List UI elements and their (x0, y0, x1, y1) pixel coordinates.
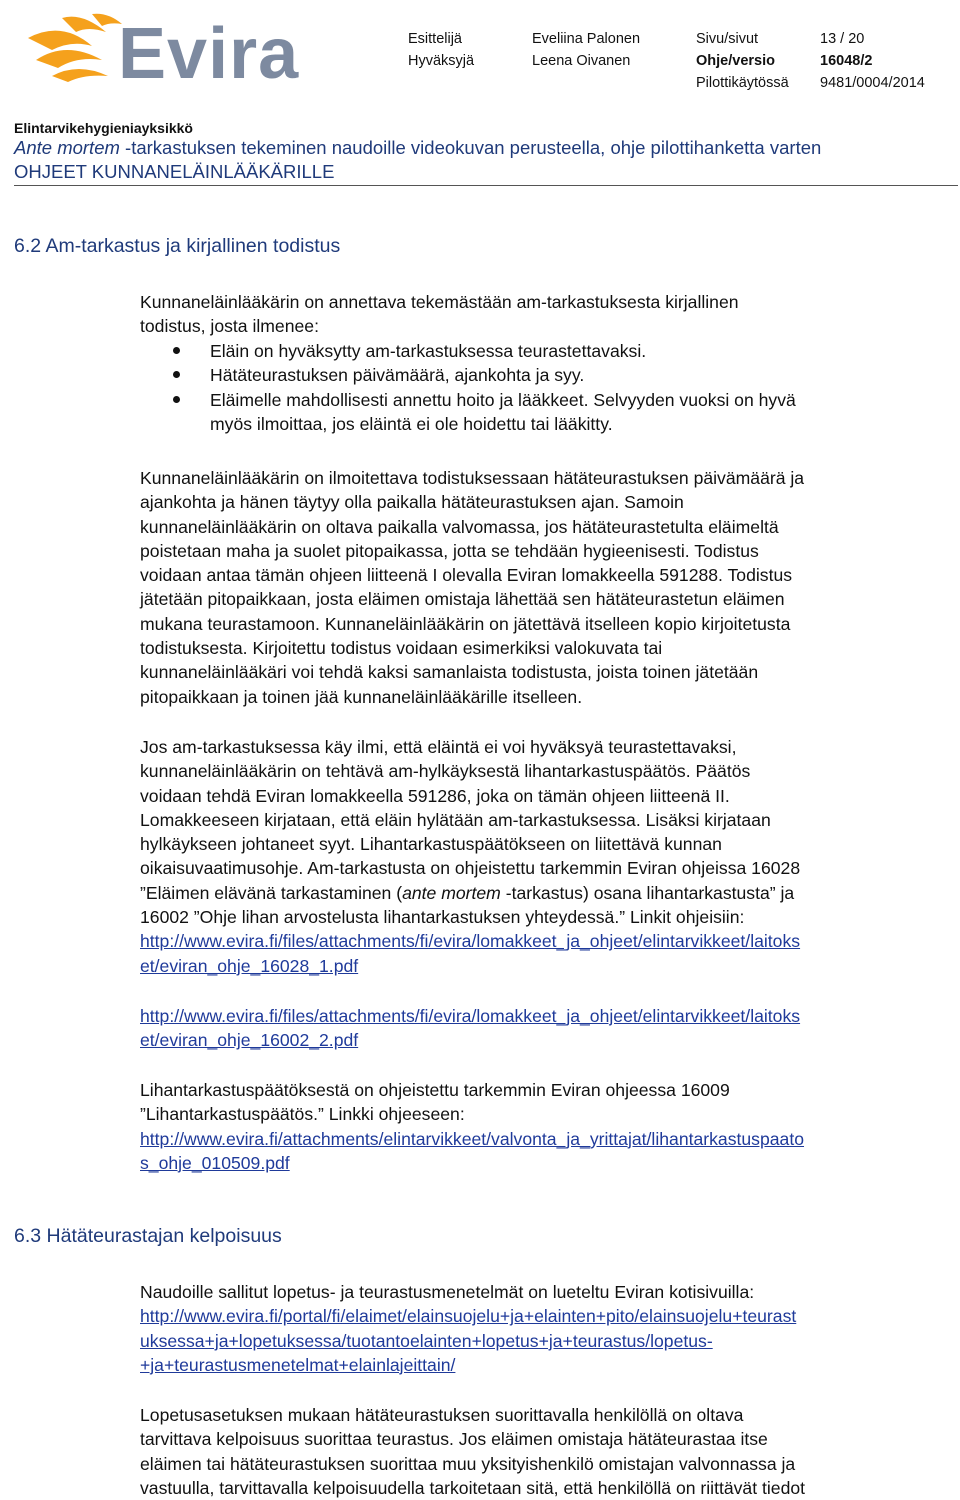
bullet-icon (173, 371, 180, 378)
logo-wordmark: Evira (118, 14, 300, 94)
text-line: ajankohta ja hänen täytyy olla paikalla hätäteurastuksen ajan. Samoin (140, 492, 684, 513)
document-subtitle: OHJEET KUNNANELÄINLÄÄKÄRILLE (14, 161, 335, 182)
link-lopetusmenetelmat-cont-2[interactable]: +ja+teurastusmenetelmat+elainlajeittain/ (140, 1354, 456, 1375)
esittelija-name: Eveliina Palonen (532, 31, 641, 47)
text-line: voidaan antaa tämän ohjeen liitteenä I olevalla Eviran lomakkeella 591288. Todistus (140, 565, 793, 586)
italic-ante-mortem: ante mortem (402, 882, 501, 903)
ohje-value: 16048/2 (820, 53, 873, 69)
section-6-2-intro (140, 290, 948, 339)
link-ohje-16002-cont[interactable]: et/eviran_ohje_16002_2.pdf (140, 1030, 359, 1051)
text-line: Lomakkeeseen kirjataan, että eläin hylätään am-tarkastuksessa. Lisäksi kirjataan (140, 809, 771, 830)
bullet-icon (173, 396, 180, 403)
link-ohje-16002[interactable]: http://www.evira.fi/files/attachments/fi/evira/lomakkeet_ja_ohjeet/elintarvikkeet/laitoks (140, 1006, 801, 1026)
text-line: kunnaneläinlääkärin on tehtävä am-hylkäyksestä lihantarkastuspäätös. Päätös (140, 761, 751, 782)
section-6-2-bullet-list (140, 339, 948, 436)
ohje-label: Ohje/versio (696, 53, 775, 69)
list-item-continuation: myös ilmoittaa, jos eläintä ei ole hoidettu tai lääkitty. (210, 413, 613, 434)
text-line: hylkäykseen johtaneet syyt. Lihantarkastuspäätökseen on liitettävä kunnan (140, 834, 722, 855)
text-line: eläimen tai hätäteurastuksen suorittaa muu yksityishenkilö omistajan valvonnassa ja (140, 1453, 796, 1474)
section-6-2-paragraph-2 (140, 466, 948, 709)
text-line: poistetaan maha ja suolet pitopaikassa, jotta se tehdään hygieenisesti. Todistus (140, 540, 759, 561)
text-line: ”Lihantarkastuspäätös.” Linkki ohjeeseen: (140, 1104, 465, 1125)
text-line: tarvittava kelpoisuus suorittaa teurastus. Jos eläimen omistaja hätäteurastaa itse (140, 1429, 768, 1450)
hyvaksyja-name: Leena Oivanen (532, 53, 631, 69)
section-6-3-paragraph-1 (140, 1280, 948, 1377)
document-title (14, 137, 821, 159)
section-6-2-link-block (140, 1004, 948, 1053)
text-line: Kunnaneläinlääkärin on annettava tekemästään am-tarkastuksesta kirjallinen (140, 292, 739, 312)
link-lihantarkastuspaatos-cont[interactable]: s_ohje_010509.pdf (140, 1152, 290, 1173)
section-heading-6-2: 6.2 Am-tarkastus ja kirjallinen todistus (14, 235, 341, 257)
text-line: Naudoille sallitut lopetus- ja teurastusmenetelmät on lueteltu Eviran kotisivuilla: (140, 1282, 755, 1302)
department: Elintarvikehygieniayksikkö (14, 120, 193, 136)
text-line: todistus, josta ilmenee: (140, 316, 319, 337)
text-line: kunnaneläinlääkäri voi tehdä kaksi samanlaista todistusta, joista toinen jätetään (140, 662, 759, 683)
esittelija-label: Esittelijä (408, 31, 462, 47)
list-item: Hätäteurastuksen päivämäärä, ajankohta ja syy. (140, 363, 948, 387)
sivu-label: Sivu/sivut (696, 31, 759, 47)
list-item: Eläimelle mahdollisesti annettu hoito ja lääkkeet. Selvyyden vuoksi on hyvä (140, 388, 948, 412)
status-label: Pilottikäytössä (696, 75, 789, 91)
text-line: Kunnaneläinlääkärin on ilmoitettava todistuksessaan hätäteurastuksen päivämäärä ja (140, 468, 805, 488)
section-6-2-paragraph-4 (140, 1078, 948, 1175)
text-line: oikaisuvaatimusohje. Am-tarkastusta on ohjeistettu tarkemmin Eviran ohjeissa 16028 (140, 858, 801, 879)
link-ohje-16028[interactable]: http://www.evira.fi/files/attachments/fi/evira/lomakkeet_ja_ohjeet/elintarvikkeet/laitoks (140, 931, 801, 952)
text-line: todistuksesta. Kirjoitettu todistus voidaan esimerkiksi valokuvata tai (140, 638, 663, 659)
status-value: 9481/0004/2014 (820, 75, 925, 91)
text-line: Lopetusasetuksen mukaan hätäteurastuksen suorittavalla henkilöllä on oltava (140, 1405, 744, 1425)
list-item: Eläin on hyväksytty am-tarkastuksessa teurastettavaksi. (140, 339, 948, 363)
text-line: Jos am-tarkastuksessa käy ilmi, että eläintä ei voi hyväksyä teurastettavaksi, (140, 737, 737, 757)
link-ohje-16028-cont[interactable]: et/eviran_ohje_16028_1.pdf (140, 955, 359, 976)
text-line: voidaan tehdä Eviran lomakkeella 591286, joka on tämän ohjeen liitteenä II. (140, 785, 730, 806)
bullet-icon (173, 347, 180, 354)
text-line: ”Eläimen elävänä tarkastaminen (ante mortem -tarkastus) osana lihantarkastusta” ja (140, 882, 795, 903)
text-line: kunnaneläinlääkärin on oltava paikalla valvomassa, jos hätäteurastetulta eläimeltä (140, 516, 779, 537)
link-lopetusmenetelmat-cont-1[interactable]: uksessa+ja+lopetuksessa/tuotantoelainten+lopetus+ja+teurastus/lopetus- (140, 1330, 713, 1351)
sivu-value: 13 / 20 (820, 31, 865, 47)
evira-sun-icon (22, 10, 132, 88)
section-6-2-paragraph-3 (140, 735, 948, 978)
document-title-italic: Ante mortem (14, 137, 120, 158)
header-divider (14, 185, 958, 186)
section-6-3-paragraph-2 (140, 1403, 948, 1500)
text-line: pitopaikkaan ja toinen jää kunnaneläinlääkärille itselleen. (140, 686, 583, 707)
link-lopetusmenetelmat[interactable]: http://www.evira.fi/portal/fi/elaimet/elainsuojelu+ja+elainten+pito/elainsuojelu+teurast (140, 1306, 797, 1327)
text-line: 16002 ”Ohje lihan arvostelusta lihantarkastuksen yhteydessä.” Linkit ohjeisiin: (140, 907, 745, 928)
text-line: mukana teurastamoon. Kunnaneläinlääkärin on jätettävä itselleen kopio kirjoitetusta (140, 613, 791, 634)
text-line: vastuulla, tarvittavalla kelpoisuudella tarkoitetaan sitä, että henkilöllä on riittävät tiedot (140, 1477, 806, 1498)
link-lihantarkastuspaatos[interactable]: http://www.evira.fi/attachments/elintarvikkeet/valvonta_ja_yrittajat/lihantarkastuspaato (140, 1128, 805, 1149)
hyvaksyja-label: Hyväksyjä (408, 53, 475, 69)
text-line: jätetään pitopaikkaan, josta eläimen omistaja lähettää sen hätäteurastetun eläimen (140, 589, 785, 610)
document-title-rest: -tarkastuksen tekeminen naudoille videokuvan perusteella, ohje pilottihanketta varten (119, 137, 822, 158)
text-line: Lihantarkastuspäätöksestä on ohjeistettu tarkemmin Eviran ohjeessa 16009 (140, 1080, 730, 1100)
section-heading-6-3: 6.3 Hätäteurastajan kelpoisuus (14, 1225, 282, 1247)
